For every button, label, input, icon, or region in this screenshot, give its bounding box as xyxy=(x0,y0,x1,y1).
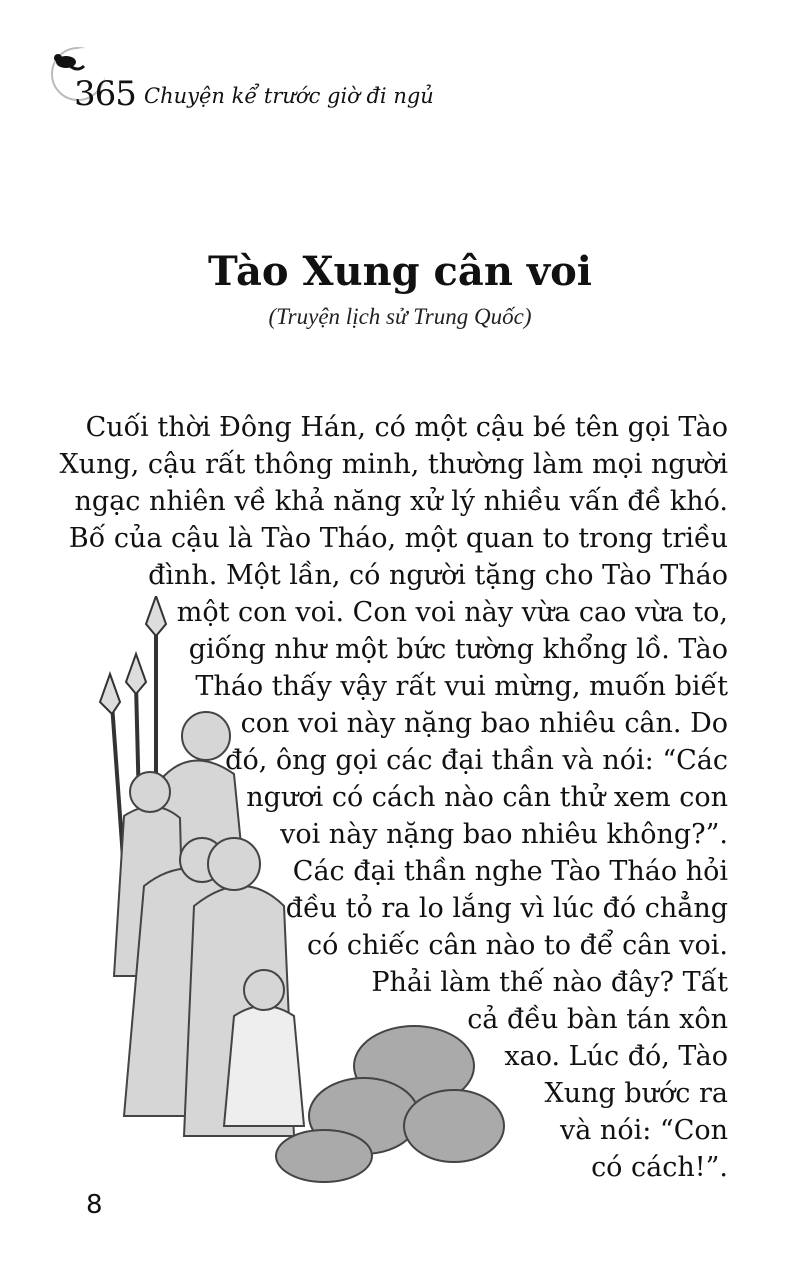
story-line: có chiếc cân nào to để cân voi. xyxy=(306,930,728,961)
story-line: một con voi. Con voi này vừa cao vừa to, xyxy=(176,597,728,628)
story-line: voi này nặng bao nhiêu không?”. xyxy=(280,819,728,850)
story-line: đều tỏ ra lo lắng vì lúc đó chẳng xyxy=(285,893,728,924)
story-line: ngạc nhiên về khả năng xử lý nhiều vấn đề khó. xyxy=(74,486,728,517)
series-number: 365 xyxy=(74,74,136,114)
page-number: 8 xyxy=(86,1190,103,1220)
story-line: Bố của cậu là Tào Tháo, một quan to trong triều xyxy=(68,523,728,554)
story-line: xao. Lúc đó, Tào xyxy=(504,1041,728,1072)
story-line: giống như một bức tường khổng lồ. Tào xyxy=(188,634,728,665)
story-title: Tào Xung cân voi xyxy=(208,248,592,295)
story-line: đình. Một lần, có người tặng cho Tào Tháo xyxy=(148,560,728,591)
story-line: con voi này nặng bao nhiêu cân. Do xyxy=(240,708,728,739)
story-line: Xung, cậu rất thông minh, thường làm mọi người xyxy=(59,449,728,480)
story-line: có cách!”. xyxy=(591,1152,728,1183)
story-line: Các đại thần nghe Tào Tháo hỏi xyxy=(292,856,728,887)
story-subtitle: (Truyện lịch sử Trung Quốc) xyxy=(268,304,532,329)
book-header xyxy=(44,40,464,120)
story-line: Tháo thấy vậy rất vui mừng, muốn biết xyxy=(195,671,728,702)
series-title: Chuyện kể trước giờ đi ngủ xyxy=(144,84,434,108)
story-line: Cuối thời Đông Hán, có một cậu bé tên gọi Tào xyxy=(85,412,728,443)
story-line: Xung bước ra xyxy=(544,1078,728,1109)
story-line: ngươi có cách nào cân thử xem con xyxy=(246,782,728,813)
story-line: đó, ông gọi các đại thần và nói: “Các xyxy=(225,745,728,776)
story-line: Phải làm thế nào đây? Tất xyxy=(371,967,728,998)
story-line: và nói: “Con xyxy=(560,1115,728,1146)
story-line: cả đều bàn tán xôn xyxy=(467,1004,728,1035)
story-body xyxy=(0,412,800,1192)
